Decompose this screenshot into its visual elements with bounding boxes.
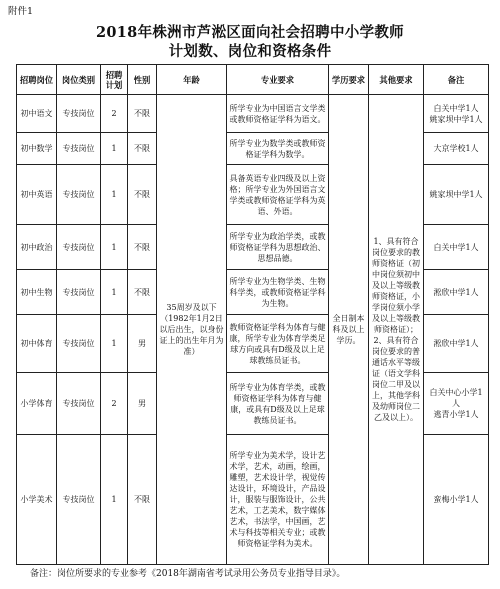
- header-age: 年龄: [157, 65, 227, 95]
- row-quota: 2: [101, 95, 128, 133]
- row-gender: 不限: [128, 165, 157, 225]
- row-major-requirement: 具备英语专业四级及以上资格；所学专业为外国语言文学类或教师资格证学科为英语、外语。: [227, 165, 329, 225]
- shared-age-requirement: 35周岁及以下（1982年1月2日以后出生，以身份证上的出生年月为准）: [157, 95, 227, 565]
- row-gender: 不限: [128, 270, 157, 315]
- row-note-text: 淞欣中学1人: [433, 287, 479, 297]
- row-category: 专技岗位: [57, 133, 101, 165]
- row-position: 初中英语: [17, 165, 57, 225]
- header-gender: 性别: [128, 65, 157, 95]
- row-quota: 2: [101, 373, 128, 435]
- row-quota: 1: [101, 225, 128, 270]
- row-gender: 男: [128, 315, 157, 373]
- row-category: 专技岗位: [57, 95, 101, 133]
- row-quota: 1: [101, 315, 128, 373]
- header-major: 专业要求: [227, 65, 329, 95]
- row-note-text: 白关中学1人: [433, 242, 479, 252]
- row-category: 专技岗位: [57, 373, 101, 435]
- header-quota: 招聘计划: [101, 65, 128, 95]
- row-major-requirement: 所学专业为中国语言文学类或教师资格证学科为语文。: [227, 95, 329, 133]
- row-major-requirement: 教师资格证学科为体育与健康，所学专业为体育学类足球方向或具有D级及以上足球教练员证书。: [227, 315, 329, 373]
- row-position: 小学体育: [17, 373, 57, 435]
- row-note-text: 白关中学1人 姚家坝中学1人: [429, 103, 483, 124]
- header-note: 备注: [424, 65, 489, 95]
- row-position: 初中语文: [17, 95, 57, 133]
- row-major-requirement: 所学专业为生物学类、生物科学类，或教师资格证学科为生物。: [227, 270, 329, 315]
- shared-other-requirements: 1、具有符合岗位要求的教师资格证（初中岗位须初中及以上等级教师资格证，小学岗位须小学及以上等级教师资格证）；2、具有符合岗位要求的普通话水平等级证（语文学科岗位二甲及以上，其他学科及幼师岗位二乙及以上）。: [369, 95, 424, 565]
- row-position: 初中政治: [17, 225, 57, 270]
- document-title-line1: 2018年株洲市芦淞区面向社会招聘中小学教师: [96, 24, 404, 41]
- document-title-line2: 计划数、岗位和资格条件: [168, 43, 332, 60]
- row-note: [424, 435, 489, 565]
- row-gender: 男: [128, 373, 157, 435]
- row-note: [424, 95, 489, 133]
- header-education: 学历要求: [329, 65, 369, 95]
- header-category: 岗位类别: [57, 65, 101, 95]
- row-note: [424, 133, 489, 165]
- row-position: 初中生物: [17, 270, 57, 315]
- row-category: 专技岗位: [57, 315, 101, 373]
- row-major-requirement: 所学专业为政治学类，或教师资格证学科为思想政治、思想品德。: [227, 225, 329, 270]
- header-other: 其他要求: [369, 65, 424, 95]
- row-note: [424, 373, 489, 435]
- row-note-text: 淞欣中学1人: [433, 339, 479, 348]
- row-note-text: 大京学校1人: [433, 144, 479, 153]
- row-quota: 1: [101, 133, 128, 165]
- row-major-requirement: 所学专业为美术学，设计艺术学，艺术，动画，绘画，雕塑，艺术设计学，视觉传达设计，环境设计，产品设计，服装与服饰设计，公共艺术，工艺美术，数字媒体艺术，书法学，中国画，艺术与科技等相关专业；或教师资格证学科为美术。: [227, 435, 329, 565]
- row-category: 专技岗位: [57, 270, 101, 315]
- row-note-text: 姚家坝中学1人: [429, 190, 483, 199]
- row-gender: 不限: [128, 133, 157, 165]
- row-note-text: 蛮梅小学1人: [433, 495, 479, 504]
- footnote: 备注：岗位所要求的专业参考《2018年湖南省考试录用公务员专业指导目录》。: [30, 569, 346, 579]
- row-category: 专技岗位: [57, 225, 101, 270]
- row-quota: 1: [101, 435, 128, 565]
- row-note-text: 白关中心小学1人 逃青小学1人: [429, 388, 483, 419]
- row-note: [424, 270, 489, 315]
- header-position: 招聘岗位: [17, 65, 57, 95]
- row-gender: 不限: [128, 435, 157, 565]
- row-gender: 不限: [128, 225, 157, 270]
- recruitment-table: [16, 64, 489, 565]
- row-quota: 1: [101, 270, 128, 315]
- row-position: 初中体育: [17, 315, 57, 373]
- shared-education-requirement: 全日制本科及以上学历。: [329, 95, 369, 565]
- row-note: [424, 165, 489, 225]
- row-note: [424, 315, 489, 373]
- table-row: [17, 95, 489, 133]
- row-major-requirement: 所学专业为体育学类，或教师资格证学科为体育与健康，或具有D级及以上足球教练员证书。: [227, 373, 329, 435]
- row-position: 小学美术: [17, 435, 57, 565]
- row-note: [424, 225, 489, 270]
- attachment-label: 附件1: [8, 6, 34, 17]
- header-row: [17, 65, 489, 95]
- row-gender: 不限: [128, 95, 157, 133]
- row-position: 初中数学: [17, 133, 57, 165]
- row-category: 专技岗位: [57, 435, 101, 565]
- row-major-requirement: 所学专业为数学类或教师资格证学科为数学。: [227, 133, 329, 165]
- row-quota: 1: [101, 165, 128, 225]
- row-category: 专技岗位: [57, 165, 101, 225]
